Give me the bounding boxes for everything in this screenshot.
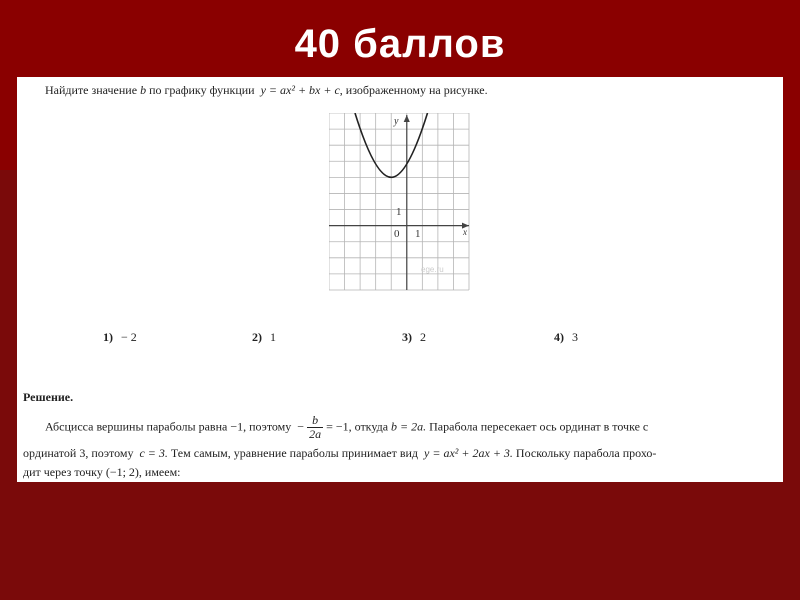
graph-grid xyxy=(329,113,469,290)
slide-title: 40 баллов xyxy=(294,22,506,66)
y-axis-arrow xyxy=(404,115,410,122)
answer-option-2: 2) 1 xyxy=(252,330,276,344)
answer-option-3: 3) 2 xyxy=(402,330,426,344)
y-axis-label: y xyxy=(394,116,399,127)
task-variable-b: b xyxy=(140,83,147,97)
x-axis-label: x xyxy=(463,227,467,237)
solution-line-1: Абсцисса вершины параболы равна −1, поэтому − $\frac{b}{2a}$ = −1, откуда b = 2a. Парабола пересекает ось ординат в точке с xyxy=(45,413,649,441)
answer-option-1: 1) − 2 xyxy=(103,330,137,344)
task-card xyxy=(17,77,783,482)
origin-label: 0 xyxy=(394,228,400,240)
task-suffix: , изображенному на рисунке. xyxy=(339,83,488,97)
answer-option-4: 4) 3 xyxy=(554,330,578,344)
solution-heading: Решение. xyxy=(23,390,74,404)
graph-watermark: ege.ru xyxy=(421,265,444,274)
vertex-fraction: $\frac{b}{2a}$ xyxy=(309,413,322,441)
parabola-graph xyxy=(329,113,471,293)
task-prefix: Найдите значение xyxy=(45,83,138,97)
solution-line-3: дит через точку (−1; 2), имеем: xyxy=(23,465,181,479)
task-formula: y = ax² + bx + c xyxy=(260,83,340,97)
task-statement xyxy=(45,83,488,98)
x-tick-label: 1 xyxy=(415,228,421,240)
task-middle: по графику функции xyxy=(149,83,255,97)
solution-line-2: ординатой 3, поэтому c = 3. Тем самым, уравнение параболы принимает вид y = ax² + 2ax + 3. Поскольку парабола прохо- xyxy=(23,446,657,460)
y-tick-label: 1 xyxy=(396,206,402,218)
